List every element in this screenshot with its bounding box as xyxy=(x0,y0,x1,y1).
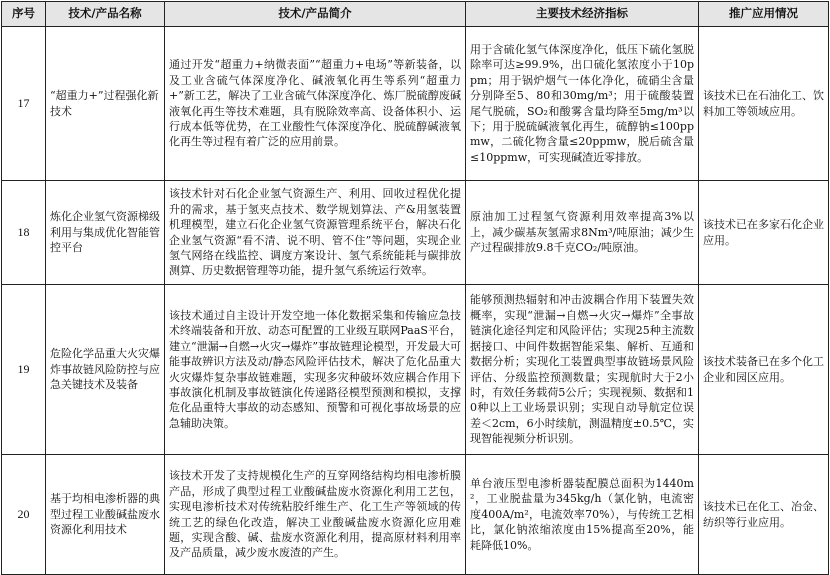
application-status: 该技术装备已在多个化工企业和园区应用。 xyxy=(699,285,829,455)
tech-indicators: 用于含硫化氢气体深度净化，低压下硫化氢脱除率可达≥99.9%，出口硫化氢浓度小于10ppm；用于锅炉烟气一体化净化，硫硝尘含量分别降至5、80和30mg/m³；用于硫酸装置尾气脱硫，SO₂和酸雾含量均降至5mg/m³以下；用于脱硫碱液氧化再生，硫醇钠≤100ppmw，二硫化物含量≤20ppmw，脱后硫含量≤10ppmw，可实现碱渣近零排放。 xyxy=(466,27,699,181)
tech-name: 炼化企业氢气资源梯级利用与集成优化智能管控平台 xyxy=(46,181,165,285)
tech-name: “超重力+”过程强化新技术 xyxy=(46,27,165,181)
tech-indicators: 单台液压型电渗析器装配膜总面积为1440m²，工业脱盐量为345kg/h（氯化钠，电流密度400A/m²，电流效率70%），与传统工艺相比，氯化钠浓缩浓度由15%提高至20%，能耗降低10%。 xyxy=(466,455,699,575)
tech-indicators: 能够预测热辐射和冲击波耦合作用下装置失效概率，实现“泄漏→自燃→火灾→爆炸”全事故链演化途径判定和风险评估；实现25种主流数据接口、中间件数据智能采集、解析、互通和数据分析；实现化工装置典型事故链场景风险评估、分级监控预测数量；实现航时大于2小时，有效任务载荷5公斤；实现视频、数据和10种以上工业场景识别；实现自动导航定位误差＜2cm，6小时续航，测温精度±0.5℃，实现智能视频分析识别。 xyxy=(466,285,699,455)
header-tech-description: 技术/产品简介 xyxy=(165,2,466,27)
row-number: 18 xyxy=(2,181,46,285)
tech-description: 通过开发“超重力+纳微表面”“超重力+电场”等新装备，以及工业含硫气体深度净化、碱液氧化再生等系列“超重力+”新工艺，解决了工业含硫气体深度净化、炼厂脱硫醇废碱液氧化再生等技术难题，具有脱除效率高、设备体积小、运行成本低等优势，在工业酸性气体深度净化、脱硫醇碱液氧化再生等过程有着广泛的应用前景。 xyxy=(165,27,466,181)
tech-description: 该技术通过自主设计开发空地一体化数据采集和传输应急技术终端装备和开放、动态可配置的工业级互联网PaaS平台，建立“泄漏→自燃→火灾→爆炸”事故链理论模型，开发最大可能事故辨识方法及动/静态风险评估技术，解决了危化品重大火灾爆炸复杂事故链难题，实现多灾种破坏效应耦合作用下事故演化机制及事故链演化传递路径模型预测和模拟，支撑危化品重特大事故的动态感知、预警和可视化事故场景的应急辅助决策。 xyxy=(165,285,466,455)
application-status: 该技术已在化工、冶金、纺织等行业应用。 xyxy=(699,455,829,575)
table-row xyxy=(2,27,829,181)
tech-description: 该技术开发了支持规模化生产的互穿网络结构均相电渗析膜产品，形成了典型过程工业酸碱盐废水资源化利用工艺包，实现电渗析技术对传统粘胶纤维生产、化工生产等领域的传统工艺的绿色化改造，解决工业酸碱盐废水资源化应用难题，实现含酸、碱、盐废水资源化利用，提高原材料利用率及产品质量，减少废水废渣的产生。 xyxy=(165,455,466,575)
application-status: 该技术已在石油化工、饮料加工等领域应用。 xyxy=(699,27,829,181)
table-header-row xyxy=(2,2,829,27)
tech-name: 基于均相电渗析器的典型过程工业酸碱盐废水资源化利用技术 xyxy=(46,455,165,575)
header-application-status: 推广应用情况 xyxy=(699,2,829,27)
row-number: 17 xyxy=(2,27,46,181)
row-number: 20 xyxy=(2,455,46,575)
tech-indicators: 原油加工过程氢气资源利用效率提高3%以上，减少碳基灰氢需求8Nm³/吨原油；减少生产过程碳排放9.8千克CO₂/吨原油。 xyxy=(466,181,699,285)
tech-description: 该技术针对石化企业氢气资源生产、利用、回收过程优化提升的需求，基于氢夹点技术、数学规划算法、产&用氢装置机理模型，建立石化企业氢气资源管理系统平台，解决石化企业氢气资源“看不清、说不明、管不住”等问题，实现企业氢气网络在线监控、调度方案设计、氢气系统能耗与碳排放测算、历史数据管理等功能，提升氢气系统运行效率。 xyxy=(165,181,466,285)
table-row xyxy=(2,455,829,575)
technology-table xyxy=(1,1,829,575)
application-status: 该技术已在多家石化企业应用。 xyxy=(699,181,829,285)
header-key-indicators: 主要技术经济指标 xyxy=(466,2,699,27)
row-number: 19 xyxy=(2,285,46,455)
header-serial-number: 序号 xyxy=(2,2,46,27)
table-row xyxy=(2,181,829,285)
table-row xyxy=(2,285,829,455)
tech-name: 危险化学品重大火灾爆炸事故链风险防控与应急关键技术及装备 xyxy=(46,285,165,455)
header-tech-name: 技术/产品名称 xyxy=(46,2,165,27)
